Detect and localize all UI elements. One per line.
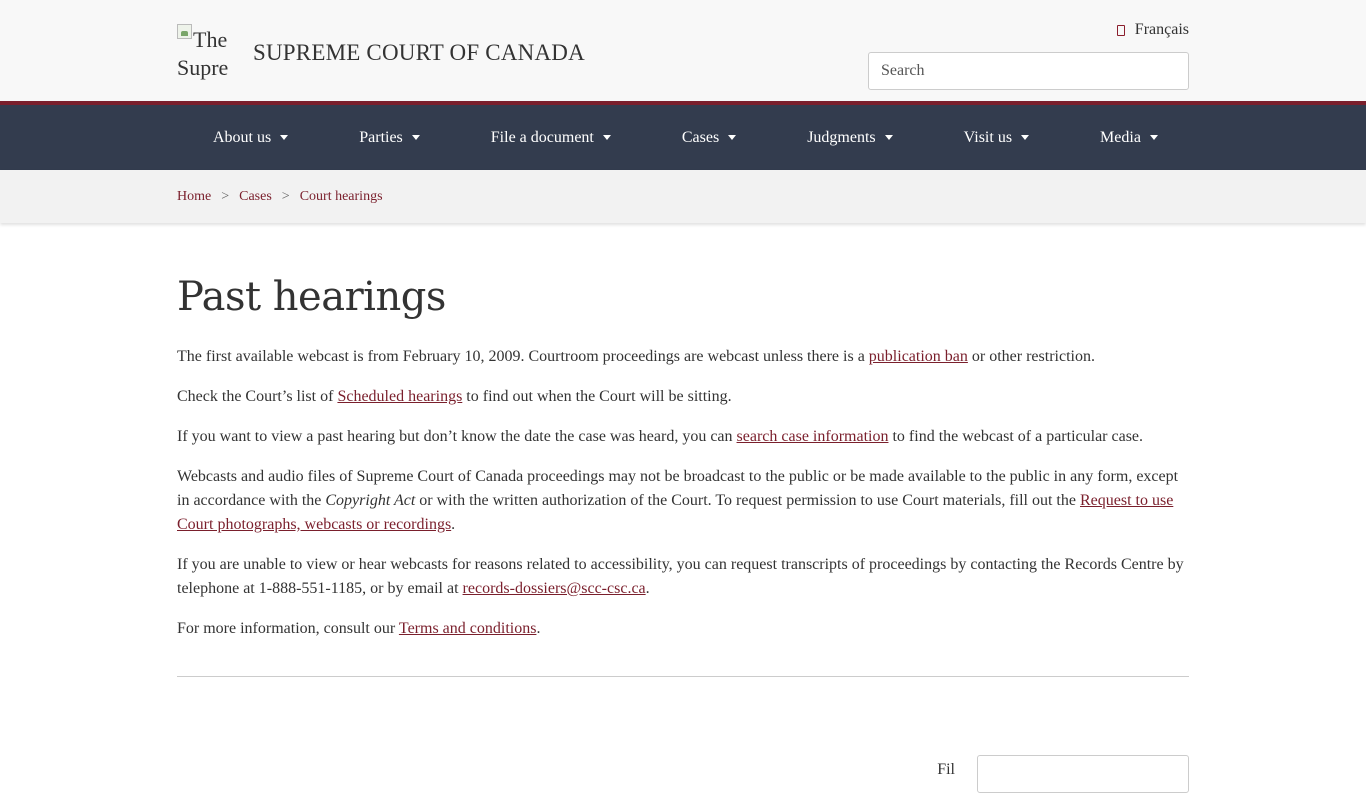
text: to find the webcast of a particular case. (888, 428, 1144, 445)
nav-label: File a document (490, 128, 594, 146)
text: or with the written authorization of the Court. To request permission to use Court materials, fill out the (415, 492, 1080, 509)
nav-label: Judgments (807, 128, 876, 146)
nav-label: Parties (359, 128, 403, 146)
page-title: Past hearings (177, 274, 446, 320)
language-label: Français (1134, 21, 1189, 38)
text: or other restriction. (967, 348, 1095, 365)
text: If you are unable to view or hear webcasts for reasons related to accessibility, you can request transcripts of proceedings by contacting the Records Centre by telephone at 1-888-551-1185, or by email at (177, 556, 1184, 597)
copyright-act-text: Copyright Act (325, 492, 416, 509)
request-to-use-link[interactable]: Request to use Court photographs, webcasts or recordings (177, 492, 1174, 533)
terms-and-conditions-link[interactable]: Terms and conditions (398, 620, 537, 637)
text: . (536, 620, 541, 637)
filter-area (937, 755, 1189, 793)
site-title[interactable]: SUPREME COURT OF CANADA (253, 40, 585, 65)
filter-input[interactable] (977, 755, 1189, 793)
text: . (451, 516, 456, 533)
breadcrumb-separator: > (221, 188, 230, 204)
text: For more information, consult our (177, 620, 399, 637)
breadcrumb-court-hearings[interactable]: Court hearings (299, 188, 383, 204)
text: The first available webcast is from February 10, 2009. Courtroom proceedings are webcast unless there is a (177, 348, 869, 365)
logo-alt-text-2: Supre (177, 55, 229, 80)
logo-alt-text: The (193, 27, 228, 52)
text: If you want to view a past hearing but don’t know the date the case was heard, you can (177, 428, 737, 445)
publication-ban-link[interactable]: publication ban (868, 348, 968, 365)
nav-label: About us (213, 128, 272, 146)
nav-label: Visit us (963, 128, 1013, 146)
breadcrumb-cases[interactable]: Cases (239, 188, 272, 204)
filter-label: Fil (937, 761, 955, 778)
records-email-link[interactable]: records-dossiers@scc-csc.ca (462, 580, 646, 597)
text: . (645, 580, 650, 597)
nav-label: Cases (681, 128, 720, 146)
scheduled-hearings-link[interactable]: Scheduled hearings (337, 388, 463, 405)
breadcrumb-separator: > (281, 188, 290, 204)
text: Webcasts and audio files of Supreme Court of Canada proceedings may not be broadcast to the public or be made available to the public in any form, except in accordance with the (177, 468, 1179, 509)
search-case-information-link[interactable]: search case information (736, 428, 889, 445)
breadcrumb-home[interactable]: Home (177, 188, 212, 204)
nav-label: Media (1100, 128, 1141, 146)
text: to find out when the Court will be sitting. (462, 388, 732, 405)
filter-wrapper (177, 0, 1189, 778)
text: Check the Court’s list of (177, 388, 338, 405)
